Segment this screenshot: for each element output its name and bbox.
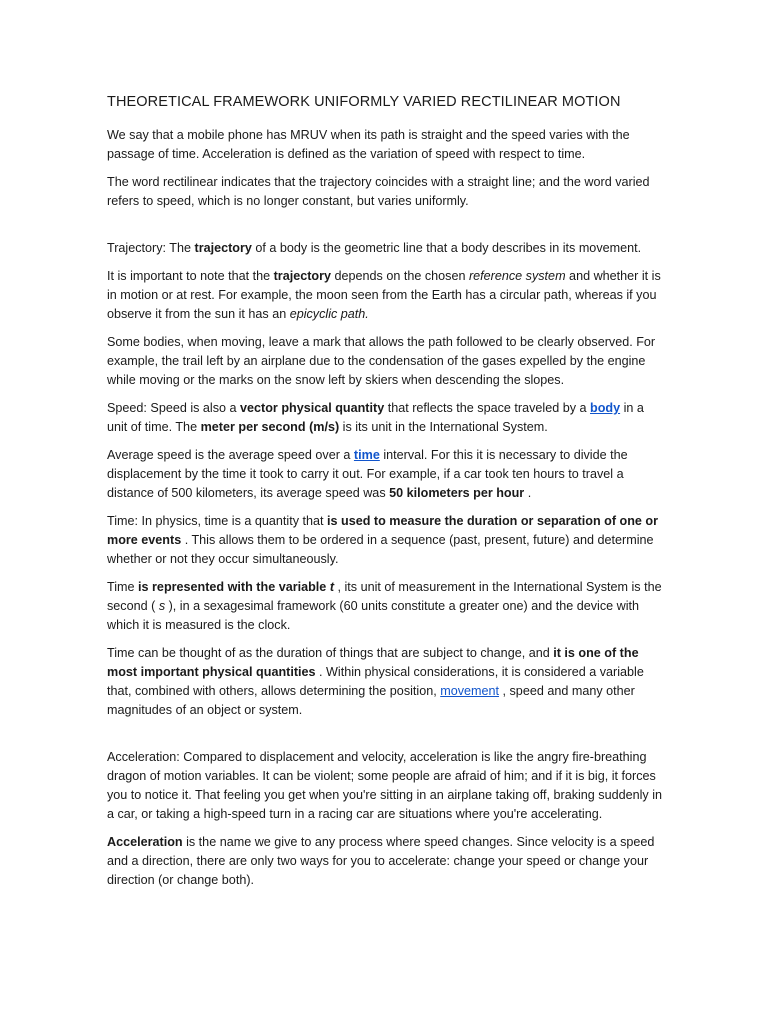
text-run: in a unit of time. The (107, 401, 644, 434)
text-run: Average speed is the average speed over a (107, 448, 354, 462)
bold-term: trajectory (194, 241, 252, 255)
page-title: THEORETICAL FRAMEWORK UNIFORMLY VARIED RECTILINEAR MOTION (107, 94, 621, 110)
bold-term: 50 kilometers per hour (389, 486, 525, 500)
time-paragraph-1 (107, 512, 667, 569)
text-run: ), in a sexagesimal framework (60 units constitute a greater one) and the device with which it is measured is the clock. (107, 599, 640, 632)
text-run: that reflects the space traveled by a (384, 401, 591, 415)
italic-term: reference system (468, 269, 566, 283)
bold-term: is represented with the variable (138, 580, 330, 594)
italic-term: epicyclic path. (289, 307, 369, 321)
speed-paragraph-1 (107, 399, 667, 437)
bold-term: Acceleration (107, 835, 183, 849)
bold-term: it is one of the most important physical quantities (107, 646, 639, 679)
trajectory-paragraph-3: Some bodies, when moving, leave a mark that allows the path followed to be clearly observed. For example, the trail left by an airplane due to the condensation of the gases expelled by the engine while moving or the marks on the snow left by skiers when descending the slopes. (107, 335, 656, 387)
text-run: Time can be thought of as the duration of things that are subject to change, and (107, 646, 554, 660)
intro-paragraph-2: The word rectilinear indicates that the trajectory coincides with a straight line; and the word varied refers to speed, which is no longer constant, but varies uniformly. (107, 175, 650, 208)
text-run: interval. For this it is necessary to divide the displacement by the time it took to carry it out. For example, if a car took ten hours to travel a distance of 500 kilometers, its average speed was (107, 448, 628, 500)
document-page (107, 92, 667, 899)
italic-variable: t (329, 580, 335, 594)
time-paragraph-3 (107, 644, 667, 720)
bold-term: is used to measure the duration or separation of one or more events (107, 514, 659, 547)
text-run: Speed: Speed is also a (107, 401, 241, 415)
text-run: is the name we give to any process where speed changes. Since velocity is a speed and a direction, there are only two ways for you to accelerate: change your speed or change your direction (or change both). (107, 835, 655, 887)
text-run: , speed and many other magnitudes of an object or system. (107, 684, 635, 717)
bold-term: vector physical quantity (240, 401, 385, 415)
text-run: depends on the chosen (331, 269, 469, 283)
text-run: Trajectory: The (107, 241, 195, 255)
italic-unit: s (158, 599, 166, 613)
body-link[interactable]: body (590, 401, 621, 415)
movement-link[interactable]: movement (440, 684, 500, 698)
time-link[interactable]: time (353, 448, 380, 462)
intro-paragraph-1: We say that a mobile phone has MRUV when its path is straight and the speed varies with the passage of time. Acceleration is defined as the variation of speed with respect to time. (107, 128, 630, 161)
text-run: is its unit in the International System. (339, 420, 548, 434)
text-run: Time: In physics, time is a quantity that (107, 514, 328, 528)
text-run: Time (107, 580, 139, 594)
speed-paragraph-2 (107, 446, 667, 503)
trajectory-paragraph-1 (107, 239, 667, 258)
text-run: It is important to note that the (107, 269, 274, 283)
text-run: . Within physical considerations, it is considered a variable that, combined with others, allows determining the position, (107, 665, 644, 698)
text-run: , its unit of measurement in the International System is the second ( (107, 580, 662, 613)
text-run: and whether it is in motion or at rest. For example, the moon seen from the Earth has a circular path, whereas if you observe it from the sun it has an (107, 269, 661, 321)
time-paragraph-2 (107, 578, 667, 635)
text-run: of a body is the geometric line that a body describes in its movement. (251, 241, 642, 255)
trajectory-paragraph-2 (107, 267, 667, 324)
bold-term: trajectory (273, 269, 332, 283)
text-run: . This allows them to be ordered in a sequence (past, present, future) and determine whether or not they occur simultaneously. (107, 533, 654, 566)
acceleration-paragraph-1: Acceleration: Compared to displacement and velocity, acceleration is like the angry fire-breathing dragon of motion variables. It can be violent; some people are afraid of him; and if it is big, it forces you to notice it. That feeling you get when you're sitting in an airplane taking off, braking suddenly in a car, or taking a high-speed turn in a racing car are situations where you're accelerating. (107, 750, 663, 821)
bold-term: meter per second (m/s) (200, 420, 340, 434)
acceleration-paragraph-2 (107, 833, 667, 890)
text-run: . (524, 486, 532, 500)
